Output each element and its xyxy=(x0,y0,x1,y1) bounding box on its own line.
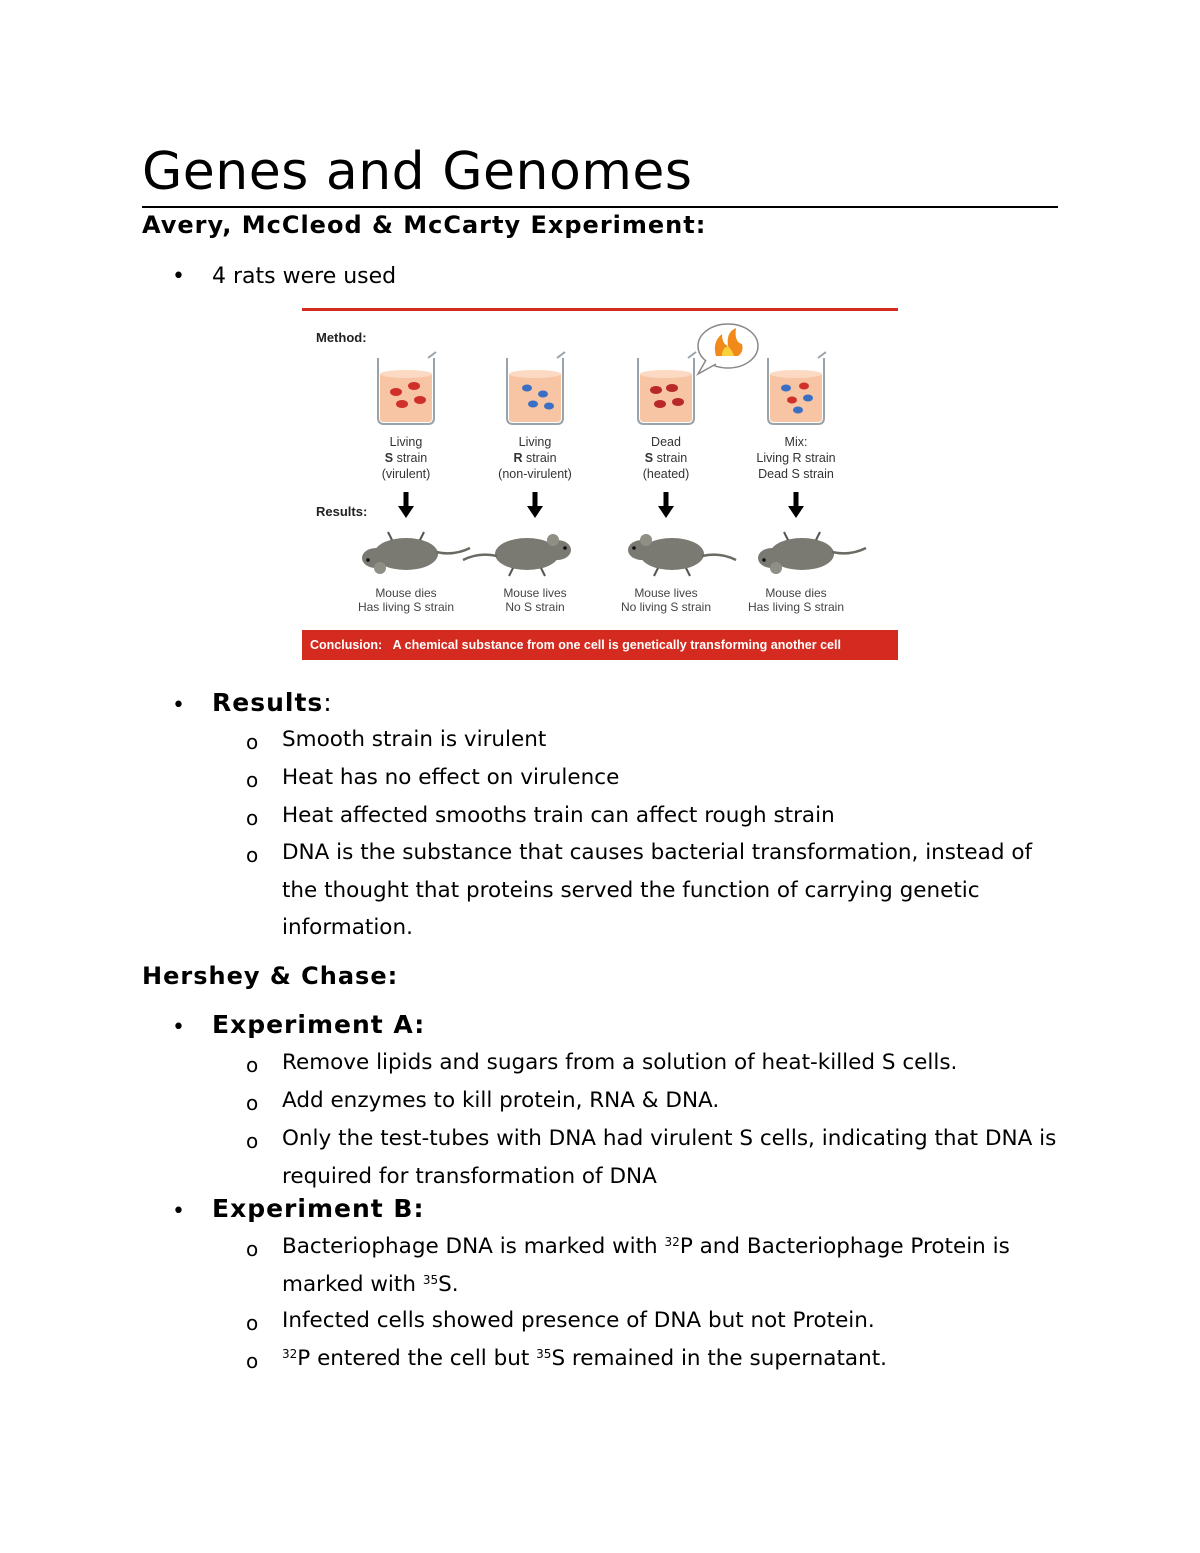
caption-line xyxy=(346,450,466,466)
result-col4 xyxy=(731,586,861,614)
caption-line xyxy=(606,450,726,466)
experiment-a-heading: Experiment A: xyxy=(212,1010,426,1039)
title-underline xyxy=(142,206,1058,208)
caption-bold: S xyxy=(384,451,394,465)
beaker-icon xyxy=(507,352,565,424)
list-item: Only the test-tubes with DNA had virulent S cells, indicating that DNA is required for transformation of DNA xyxy=(282,1126,1057,1189)
superscript: 32 xyxy=(282,1347,298,1361)
sub-marker: o xyxy=(246,1349,259,1373)
beaker-icon xyxy=(378,352,436,424)
caption-col1 xyxy=(346,434,466,482)
caption-line: (non-virulent) xyxy=(498,467,572,481)
caption-line: (virulent) xyxy=(381,467,431,481)
method-label: Method: xyxy=(316,330,367,345)
caption-col2 xyxy=(475,434,595,482)
section-heading-hershey: Hershey & Chase: xyxy=(142,962,399,990)
caption-line xyxy=(475,450,595,466)
caption-rest: strain xyxy=(653,451,688,465)
experiment-figure xyxy=(302,308,898,660)
text-span: P and Bacteriophage Protein is marked with xyxy=(282,1234,1010,1297)
mouse-dead-icon xyxy=(362,532,470,574)
text-span: P entered the cell but xyxy=(297,1346,537,1371)
results-heading-label: Results xyxy=(212,688,324,717)
conclusion-text: A chemical substance from one cell is genetically transforming another cell xyxy=(392,638,841,652)
sub-marker: o xyxy=(246,806,259,830)
arrow-down-icon xyxy=(658,492,674,518)
caption-col3 xyxy=(606,434,726,482)
results-heading xyxy=(212,689,333,717)
caption-line: Living R strain xyxy=(756,451,836,465)
result-line: Mouse dies xyxy=(765,586,827,600)
list-item: Smooth strain is virulent xyxy=(282,727,547,752)
caption-line: Living xyxy=(518,435,552,449)
sub-marker: o xyxy=(246,730,259,754)
conclusion-label: Conclusion: xyxy=(310,638,383,652)
list-item: Heat has no effect on virulence xyxy=(282,765,620,790)
section-heading-avery: Avery, McCleod & McCarty Experiment: xyxy=(142,211,707,239)
caption-line: (heated) xyxy=(642,467,690,481)
arrow-down-icon xyxy=(398,492,414,518)
result-col3 xyxy=(601,586,731,614)
beaker-icon xyxy=(638,352,696,424)
sub-marker: o xyxy=(246,1311,259,1335)
superscript: 35 xyxy=(422,1272,439,1287)
results-heading-colon: : xyxy=(323,688,333,717)
sub-marker: o xyxy=(246,1237,259,1261)
list-item xyxy=(282,1228,1062,1303)
mouse-dead-icon xyxy=(758,532,866,574)
caption-bold: R xyxy=(513,451,523,465)
text-span: Bacteriophage DNA is marked with xyxy=(282,1234,665,1259)
experiment-b-heading: Experiment B: xyxy=(212,1194,425,1223)
sub-marker: o xyxy=(246,1091,259,1115)
result-line: Has living S strain xyxy=(747,600,845,614)
result-col2 xyxy=(470,586,600,614)
results-label: Results: xyxy=(316,504,368,519)
caption-line: Dead S strain xyxy=(758,467,834,481)
arrow-down-icon xyxy=(788,492,804,518)
list-item: Remove lipids and sugars from a solution of heat-killed S cells. xyxy=(282,1050,958,1075)
conclusion-banner xyxy=(302,630,898,660)
list-item xyxy=(282,1340,1062,1378)
bullet-marker: • xyxy=(172,264,185,289)
mouse-alive-icon xyxy=(463,534,571,576)
text-span: S remained in the supernatant. xyxy=(551,1346,887,1371)
sub-marker: o xyxy=(246,1129,259,1153)
result-col1 xyxy=(341,586,471,614)
caption-line: Mix: xyxy=(784,435,808,449)
result-line: No S strain xyxy=(505,600,565,614)
result-line: Mouse lives xyxy=(634,586,698,600)
list-item: Heat affected smooths train can affect rough strain xyxy=(282,803,835,828)
beaker-icon xyxy=(768,352,826,424)
mouse-alive-icon xyxy=(628,534,736,576)
sub-marker: o xyxy=(246,843,259,867)
caption-line: Living xyxy=(389,435,423,449)
bullet-rats: 4 rats were used xyxy=(212,264,397,289)
flame-icon xyxy=(698,324,758,374)
result-line: Has living S strain xyxy=(357,600,455,614)
bullet-marker: • xyxy=(172,693,185,718)
result-line: No living S strain xyxy=(620,600,712,614)
caption-bold: S xyxy=(644,451,654,465)
list-item: DNA is the substance that causes bacterial transformation, instead of the thought that proteins served the function of carrying genetic information. xyxy=(282,840,1033,940)
page-title: Genes and Genomes xyxy=(142,142,693,202)
sub-marker: o xyxy=(246,1053,259,1077)
list-item: Add enzymes to kill protein, RNA & DNA. xyxy=(282,1088,720,1113)
bullet-marker: • xyxy=(172,1015,185,1040)
result-line: Mouse lives xyxy=(503,586,567,600)
superscript: 32 xyxy=(664,1235,680,1249)
caption-col4 xyxy=(736,434,856,482)
caption-rest: strain xyxy=(393,451,428,465)
caption-rest: strain xyxy=(522,451,557,465)
sub-marker: o xyxy=(246,768,259,792)
arrow-down-icon xyxy=(527,492,543,518)
result-line: Mouse dies xyxy=(375,586,437,600)
bullet-marker: • xyxy=(172,1199,185,1224)
caption-line: Dead xyxy=(651,435,681,449)
list-item: Infected cells showed presence of DNA but not Protein. xyxy=(282,1308,875,1333)
superscript: 35 xyxy=(536,1347,552,1361)
text-span: S. xyxy=(438,1271,459,1297)
